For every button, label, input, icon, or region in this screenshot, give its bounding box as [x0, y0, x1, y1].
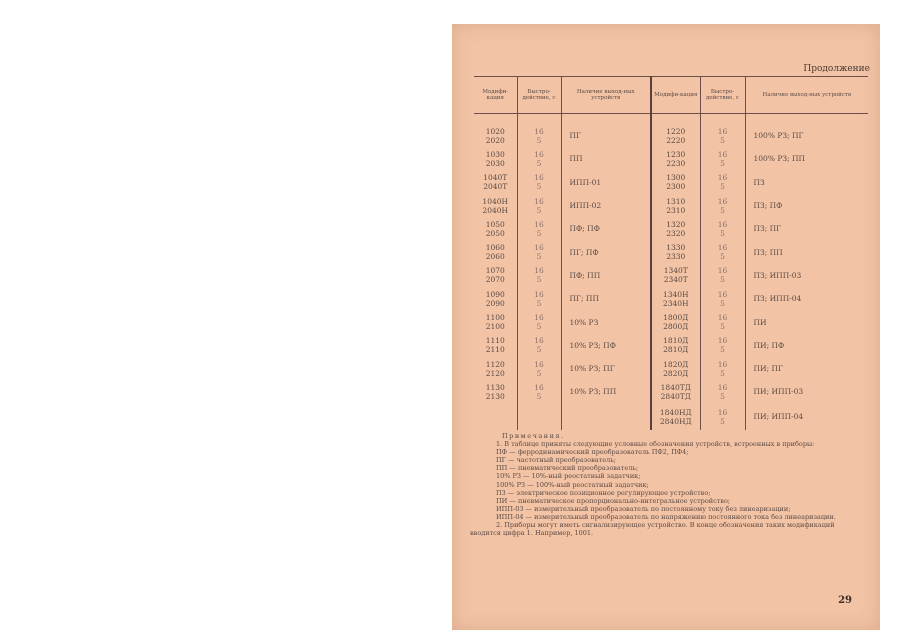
cell-speed: 16 5	[517, 334, 561, 357]
cell-devices: 100% РЗ; ПП	[745, 147, 868, 170]
cell-speed: 16 5	[700, 310, 745, 333]
page-number: 29	[838, 595, 852, 606]
table-row	[474, 310, 868, 333]
table-row	[474, 287, 868, 310]
table-row	[474, 404, 868, 430]
cell-speed: 16 5	[517, 310, 561, 333]
cell-speed: 16 5	[700, 380, 745, 403]
table-row	[474, 194, 868, 217]
continuation-label: Продолжение	[803, 64, 870, 74]
notes-section	[470, 432, 850, 537]
cell-modification: 1060 2060	[485, 243, 505, 262]
header-devices: Наличие выход-ных устройств	[561, 77, 651, 114]
cell-speed: 16 5	[700, 240, 745, 263]
cell-modification: 1120 2120	[485, 359, 505, 378]
cell-devices: ПИ; ПФ	[745, 334, 868, 357]
cell-devices: 10% РЗ	[561, 310, 651, 333]
cell-devices: ПЗ; ИПП-04	[745, 287, 868, 310]
cell-speed: 16 5	[700, 264, 745, 287]
cell-modification: 1110 2110	[485, 336, 505, 355]
notes-title: Примечания.	[502, 432, 565, 440]
cell-devices: ИПП-01	[561, 171, 651, 194]
cell-speed: 16 5	[700, 357, 745, 380]
cell-modification: 1130 2130	[485, 382, 505, 401]
cell-modification: 1330 2330	[651, 240, 700, 263]
cell-modification: 1070 2070	[485, 266, 505, 285]
cell-devices: ПГ	[561, 124, 651, 147]
cell-devices: 10% РЗ; ПГ	[561, 357, 651, 380]
cell-modification: 1310 2310	[651, 194, 700, 217]
cell-speed: 16 5	[700, 334, 745, 357]
cell-speed: 16 5	[517, 194, 561, 217]
cell-devices: ПИ; ИПП-03	[745, 380, 868, 403]
table-row	[474, 240, 868, 263]
cell-modification	[474, 404, 517, 430]
table-row	[474, 124, 868, 147]
note-definition: ПИ — пневматическое пропорционально-интегральное устройство;	[496, 496, 731, 505]
cell-modification: 1040Т 2040Т	[483, 173, 508, 192]
cell-speed: 16 5	[700, 217, 745, 240]
header-speed: Быстро-действие, с	[517, 77, 561, 114]
cell-devices: ПГ; ПП	[561, 287, 651, 310]
cell-speed: 16 5	[517, 264, 561, 287]
note-ipp04: ИПП-04 — измерительный преобразователь по напряжению постоянного тока без линеаризации.	[496, 512, 836, 521]
cell-modification: 1840ТД 2840ТД	[651, 380, 700, 403]
header-modification: Модифи-кация	[474, 77, 517, 114]
cell-speed: 16 5	[517, 124, 561, 147]
cell-speed: 16 5	[700, 287, 745, 310]
cell-speed: 16 5	[700, 124, 745, 147]
cell-speed: 16 5	[517, 357, 561, 380]
cell-modification: 1090 2090	[485, 289, 505, 308]
cell-modification: 1100 2100	[485, 313, 505, 332]
header-speed-2: Быстро-действие, с	[700, 77, 745, 114]
note-definition: ПГ — частотный преобразователь;	[496, 456, 616, 465]
cell-modification: 1340Т 2340Т	[651, 264, 700, 287]
table-row	[474, 334, 868, 357]
cell-devices: ПП	[561, 147, 651, 170]
cell-modification: 1020 2020	[485, 126, 505, 145]
table-row	[474, 171, 868, 194]
cell-speed: 16 5	[517, 217, 561, 240]
note-definition: ПФ — ферродинамический преобразователь ПФ2, ПФ4;	[496, 448, 689, 457]
note-ipp03: ИПП-03 — измерительный преобразователь по постоянному току без линеаризации;	[496, 504, 791, 513]
cell-devices: ПГ; ПФ	[561, 240, 651, 263]
cell-devices: ПФ; ПФ	[561, 217, 651, 240]
cell-devices: 100% РЗ; ПГ	[745, 124, 868, 147]
cell-speed	[517, 404, 561, 430]
note-definition: 10% РЗ — 10%-ный реостатный задатчик;	[496, 472, 641, 481]
cell-speed: 16 5	[700, 194, 745, 217]
note-1: 1. В таблице приняты следующие условные обозначения устройств, встроенных в приборы:	[496, 440, 815, 449]
cell-modification: 1040Н 2040Н	[482, 196, 509, 215]
cell-modification: 1800Д 2800Д	[651, 310, 700, 333]
cell-devices: ПЗ; ПГ	[745, 217, 868, 240]
cell-modification: 1220 2220	[651, 124, 700, 147]
cell-speed: 16 5	[517, 287, 561, 310]
cell-devices: ПЗ; ПФ	[745, 194, 868, 217]
cell-devices: 10% РЗ; ПП	[561, 380, 651, 403]
cell-devices	[561, 404, 651, 430]
cell-speed: 16 5	[517, 171, 561, 194]
note-definition: 100% РЗ — 100%-ный реостатный задатчик;	[496, 480, 649, 489]
cell-speed: 16 5	[700, 404, 745, 430]
note-definition: ПП — пневматический преобразователь;	[496, 464, 639, 473]
cell-devices: ПИ; ИПП-04	[745, 404, 868, 430]
cell-modification: 1030 2030	[485, 149, 505, 168]
cell-devices: ПЗ; ПП	[745, 240, 868, 263]
scanned-page	[452, 24, 880, 630]
header-devices-2: Наличие выход-ных устройств	[745, 77, 868, 114]
cell-speed: 16 5	[517, 147, 561, 170]
cell-modification: 1230 2230	[651, 147, 700, 170]
cell-devices: ПФ; ПП	[561, 264, 651, 287]
cell-devices: ПЗ	[745, 171, 868, 194]
cell-devices: ПЗ; ИПП-03	[745, 264, 868, 287]
table-row	[474, 147, 868, 170]
cell-modification: 1340Н 2340Н	[651, 287, 700, 310]
cell-modification: 1810Д 2810Д	[651, 334, 700, 357]
cell-modification: 1820Д 2820Д	[651, 357, 700, 380]
note-1-definitions	[470, 448, 850, 505]
cell-devices: ИПП-02	[561, 194, 651, 217]
cell-modification: 1320 2320	[651, 217, 700, 240]
cell-speed: 16 5	[700, 147, 745, 170]
cell-devices: ПИ; ПГ	[745, 357, 868, 380]
cell-devices: ПИ	[745, 310, 868, 333]
note-definition: ПЗ — электрическое позиционное регулирующее устройство;	[496, 488, 711, 497]
cell-modification: 1840НД 2840НД	[651, 404, 700, 430]
cell-speed: 16 5	[517, 240, 561, 263]
cell-modification: 1300 2300	[651, 171, 700, 194]
table-row	[474, 217, 868, 240]
cell-speed: 16 5	[700, 171, 745, 194]
header-modification-2: Модифи-кация	[651, 77, 700, 114]
note-2: 2. Приборы могут иметь сигнализирующее устройство. В конце обозначения таких модификаций вводится цифра 1. Например, 1001.	[470, 521, 835, 538]
cell-speed: 16 5	[517, 380, 561, 403]
table-row	[474, 264, 868, 287]
cell-modification: 1050 2050	[485, 219, 505, 238]
table-row	[474, 380, 868, 403]
modifications-table	[474, 76, 868, 430]
table-row	[474, 357, 868, 380]
cell-devices: 10% РЗ; ПФ	[561, 334, 651, 357]
